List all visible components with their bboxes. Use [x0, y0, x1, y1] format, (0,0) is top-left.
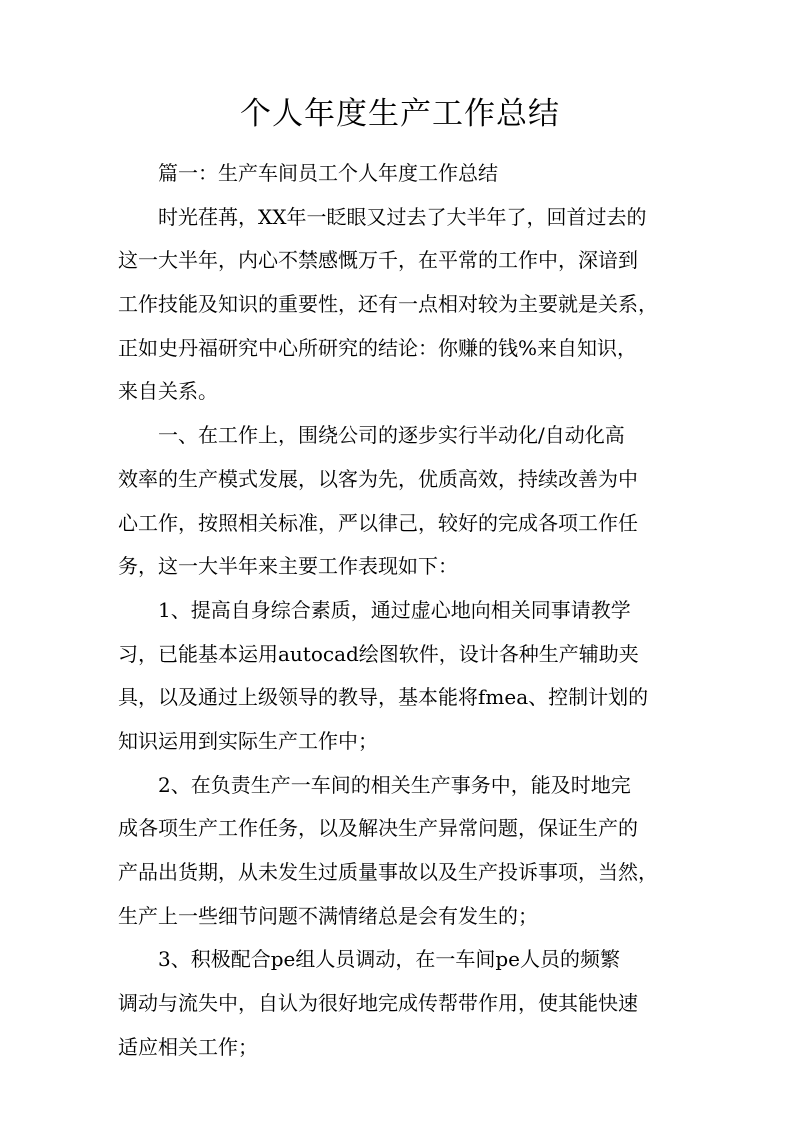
- body-line: 产品出货期，从未发生过质量事故以及生产投诉事项，当然，: [118, 860, 658, 884]
- body-line: 这一大半年，内心不禁感慨万千，在平常的工作中，深谙到: [118, 248, 638, 273]
- body-line: 心工作，按照相关标准，严以律己，较好的完成各项工作任: [118, 510, 638, 535]
- body-line: 工作技能及知识的重要性，还有一点相对较为主要就是关系，: [118, 292, 658, 317]
- body-line: 效率的生产模式发展，以客为先，优质高效，持续改善为中: [118, 466, 638, 491]
- body-line: 1、提高自身综合素质，通过虚心地向相关同事请教学: [118, 597, 631, 622]
- body-line: 知识运用到实际生产工作中；: [118, 728, 378, 753]
- body-line: 成各项生产工作任务，以及解决生产异常问题，保证生产的: [118, 816, 638, 841]
- body-line: 具，以及通过上级领导的教导，基本能将fmea、控制计划的: [118, 685, 649, 710]
- body-line: 篇一：生产车间员工个人年度工作总结: [118, 161, 498, 185]
- body-line: 一、在工作上，围绕公司的逐步实行半动化/自动化高: [118, 423, 625, 448]
- body-line: 务，这一大半年来主要工作表现如下：: [118, 554, 458, 579]
- body-line: 生产上一些细节问题不满情绪总是会有发生的；: [118, 903, 538, 928]
- body-line: 习，已能基本运用autocad绘图软件，设计各种生产辅助夹: [118, 641, 639, 666]
- body-line: 3、积极配合pe组人员调动，在一车间pe人员的频繁: [118, 947, 621, 972]
- document-body: [118, 152, 688, 1069]
- body-line: 正如史丹福研究中心所研究的结论：你赚的钱%来自知识，: [118, 335, 638, 360]
- document-title: 个人年度生产工作总结: [240, 96, 560, 132]
- body-line: 调动与流失中，自认为很好地完成传帮带作用，使其能快速: [118, 991, 638, 1016]
- body-line: 适应相关工作；: [118, 1034, 258, 1059]
- body-line: 2、在负责生产一车间的相关生产事务中，能及时地完: [118, 772, 631, 797]
- body-line: 时光荏苒，XX年一眨眼又过去了大半年了，回首过去的: [118, 204, 647, 229]
- body-line: 来自关系。: [118, 379, 218, 404]
